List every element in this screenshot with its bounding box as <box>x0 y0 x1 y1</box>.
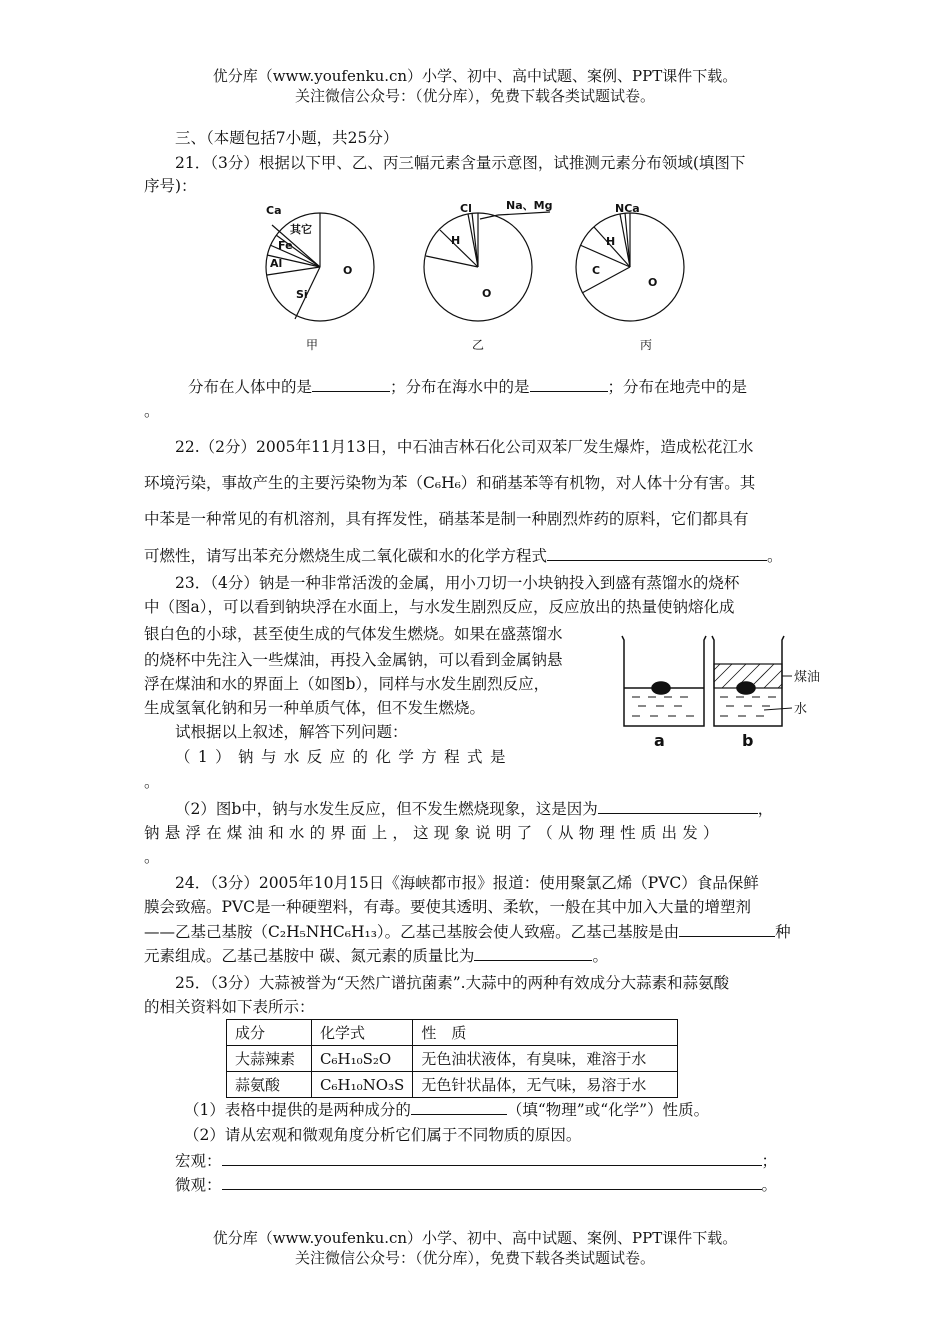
q21-blank-human[interactable] <box>312 376 390 392</box>
pie-yi-label-h: H <box>451 234 461 247</box>
pie-yi-label-na-mg: Na、Mg <box>506 199 553 212</box>
pie-bing-caption: 丙 <box>640 338 653 352</box>
pie-jia-label-si: Si <box>296 288 308 301</box>
q23-line10: 钠悬浮在煤油和水的界面上，这现象说明了（从物理性质出发） <box>144 824 724 842</box>
element-pie-charts <box>250 195 710 355</box>
pie-bing-label-o: O <box>648 276 658 289</box>
page-footer-line1: 优分库（www.youfenku.cn）小学、初中、高中试题、案例、PPT课件下载。 <box>212 1229 738 1247</box>
table-cell: 蒜氨酸 <box>227 1072 312 1098</box>
q23-line8: （1）钠与水反应的化学方程式是 <box>175 748 513 766</box>
q25-blank-macro[interactable] <box>222 1150 762 1166</box>
q23-line10-end: 。 <box>144 848 160 866</box>
section-title: 三、（本题包括7小题，共25分） <box>175 129 399 147</box>
pie-yi-caption: 乙 <box>472 338 485 352</box>
q25-line2: 的相关资料如下表所示： <box>144 998 315 1016</box>
pie-jia-label-al: Al <box>270 257 283 270</box>
q25-macro-line <box>175 1150 777 1172</box>
q25-micro-label: 微观： <box>175 1176 222 1194</box>
q21-line1: 21．（3分）根据以下甲、乙、丙三幅元素含量示意图，试推测元素分布领域(填图下 <box>175 154 746 172</box>
q25-macro-end: ； <box>761 1152 778 1170</box>
q23-line9-text: （2）图b中，钠与水发生反应，但不发生燃烧现象，这是因为 <box>175 800 598 818</box>
q24-line4 <box>144 945 608 967</box>
beaker-b <box>712 636 792 726</box>
pie-yi-label-cl: Cl <box>460 202 472 215</box>
q23-line1: 23．（4分）钠是一种非常活泼的金属，用小刀切一小块钠投入到盛有蒸馏水的烧杯 <box>175 574 740 592</box>
page-footer-line2: 关注微信公众号：（优分库），免费下载各类试题试卷。 <box>294 1249 655 1267</box>
q23-blank-reason[interactable] <box>598 798 758 814</box>
q21-answer-human-label: 分布在人体中的是 <box>188 378 313 396</box>
q24-blank-element-count[interactable] <box>679 921 775 937</box>
pie-yi-label-o: O <box>482 287 492 300</box>
q21-answer-crust-label: ；分布在地壳中的是 <box>607 378 748 396</box>
q23-line6: 生成氢氧化钠和另一种单质气体，但不发生燃烧。 <box>144 699 486 717</box>
table-header-row <box>227 1020 678 1046</box>
pie-jia <box>266 204 374 321</box>
pie-yi <box>424 199 552 321</box>
table-row <box>227 1072 678 1098</box>
beaker-b-label: b <box>742 731 754 750</box>
water-label: 水 <box>794 702 808 717</box>
table-cell: C₆H₁₀NO₃S <box>312 1072 413 1098</box>
q24-line1: 24．（3分）2005年10月15日《海峡都市报》报道：使用聚氯乙烯（PVC）食品保鲜 <box>175 874 759 892</box>
pie-jia-label-o: O <box>343 264 353 277</box>
q21-answer-line <box>188 376 747 398</box>
q24-line3-end: 种 <box>775 923 791 941</box>
table-header-cell: 化学式 <box>312 1020 413 1046</box>
q25-sub2: （2）请从宏观和微观角度分析它们属于不同物质的原因。 <box>184 1126 582 1144</box>
q24-line2: 膜会致癌。PVC是一种硬塑料，有毒。要使其透明、柔软，一般在其中加入大量的增塑剂 <box>144 898 751 916</box>
beaker-a-label: a <box>654 731 665 750</box>
q23-line8-end: 。 <box>144 773 160 791</box>
q25-sub1-end: （填“物理”或“化学”）性质。 <box>506 1101 710 1119</box>
q24-line4-end: 。 <box>592 947 608 965</box>
q21-answer-end: 。 <box>144 402 160 420</box>
q21-blank-sea[interactable] <box>530 376 608 392</box>
page-header-line1: 优分库（www.youfenku.cn）小学、初中、高中试题、案例、PPT课件下载。 <box>212 67 738 85</box>
q22-line1: 22.（2分）2005年11月13日，中石油吉林石化公司双苯厂发生爆炸，造成松花江水 <box>175 438 754 456</box>
q25-sub1-text: （1）表格中提供的是两种成分的 <box>184 1101 411 1119</box>
q21-answer-sea-label: ；分布在海水中的是 <box>390 378 530 396</box>
table-header-cell: 性 质 <box>413 1020 678 1046</box>
pie-bing <box>576 202 684 321</box>
q24-line3 <box>144 921 791 943</box>
sodium-ball-a <box>652 682 670 694</box>
table-row <box>227 1046 678 1072</box>
q22-line3: 中苯是一种常见的有机溶剂，具有挥发性，硝基苯是制一种剧烈炸药的原料，它们都具有 <box>144 510 749 528</box>
table-cell: 无色油状液体，有臭味，难溶于水 <box>413 1046 678 1072</box>
q22-blank-equation[interactable] <box>547 545 767 561</box>
q22-line4 <box>144 545 783 567</box>
table-cell: C₆H₁₀S₂O <box>312 1046 413 1072</box>
garlic-properties-table <box>226 1019 678 1098</box>
beaker-a <box>622 636 706 726</box>
q24-blank-mass-ratio[interactable] <box>474 945 592 961</box>
table-header-cell: 成分 <box>227 1020 312 1046</box>
q25-blank-property-type[interactable] <box>411 1099 507 1115</box>
sodium-ball-b <box>737 682 755 694</box>
q23-line9-end: ， <box>757 800 774 818</box>
q23-line5: 浮在煤油和水的界面上（如图b），同样与水发生剧烈反应， <box>144 675 550 693</box>
q21-line2: 序号)： <box>144 177 197 195</box>
q25-macro-label: 宏观： <box>175 1152 222 1170</box>
q22-line2: 环境污染，事故产生的主要污染物为苯（C₆H₆）和硝基苯等有机物，对人体十分有害。其 <box>144 474 756 492</box>
pie-bing-label-h: H <box>606 235 616 248</box>
q25-blank-micro[interactable] <box>222 1174 762 1190</box>
q22-line4-end: 。 <box>767 547 783 565</box>
pie-jia-label-other: 其它 <box>290 223 312 236</box>
pie-jia-caption: 甲 <box>306 338 319 352</box>
q23-line2: 中（图a），可以看到钠块浮在水面上，与水发生剧烈反应，反应放出的热量使钠熔化成 <box>144 598 735 616</box>
table-cell: 无色针状晶体，无气味，易溶于水 <box>413 1072 678 1098</box>
q23-line3: 银白色的小球，甚至使生成的气体发生燃烧。如果在盛蒸馏水 <box>144 625 563 643</box>
page-header-line2: 关注微信公众号：（优分库），免费下载各类试题试卷。 <box>294 87 655 105</box>
q22-line4-text: 可燃性，请写出苯充分燃烧生成二氧化碳和水的化学方程式 <box>144 547 548 565</box>
q25-micro-end: 。 <box>761 1176 778 1194</box>
q23-line7: 试根据以上叙述，解答下列问题： <box>175 723 408 741</box>
q24-line4-text: 元素组成。乙基己基胺中 碳、氮元素的质量比为 <box>144 947 475 965</box>
pie-bing-label-nca: NCa <box>615 202 640 215</box>
pie-jia-label-fe: Fe <box>278 239 293 252</box>
beaker-figure <box>614 630 844 752</box>
pie-bing-label-c: C <box>592 264 601 277</box>
table-cell: 大蒜辣素 <box>227 1046 312 1072</box>
pie-jia-label-ca: Ca <box>266 204 282 217</box>
q25-micro-line <box>175 1174 777 1196</box>
q24-line3-text: ——乙基己基胺（C₂H₅NHC₆H₁₃）。乙基己基胺会使人致癌。乙基己基胺是由 <box>144 923 680 941</box>
q25-line1: 25．（3分）大蒜被誉为“天然广谱抗菌素”.大蒜中的两种有效成分大蒜素和蒜氨酸 <box>175 974 730 992</box>
q23-line4: 的烧杯中先注入一些煤油，再投入金属钠，可以看到金属钠悬 <box>144 651 563 669</box>
q23-line9 <box>175 798 773 820</box>
q25-sub1 <box>184 1099 709 1121</box>
kerosene-label: 煤油 <box>794 670 821 685</box>
